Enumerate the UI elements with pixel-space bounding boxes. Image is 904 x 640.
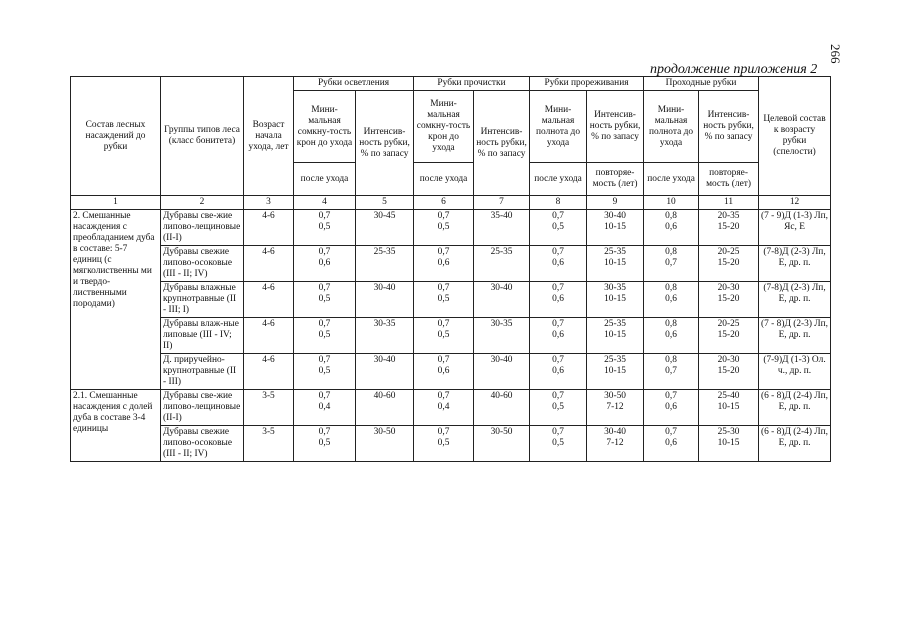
- column-number: 8: [530, 196, 587, 210]
- table-row: [71, 246, 831, 282]
- column-number: 11: [699, 196, 759, 210]
- header-group-prorezhivanie: Рубки прореживания: [530, 77, 644, 91]
- column-number: 7: [474, 196, 530, 210]
- column-number: 12: [759, 196, 831, 210]
- header-target-composition: Целевой состав к возрасту рубки (спелости): [759, 77, 831, 196]
- forest-type-cell: Дубравы све-жие липово-лещиновые (II-I): [161, 390, 244, 426]
- cell-col7: 25-35: [474, 246, 530, 282]
- cell-col11: 25-30 10-15: [699, 426, 759, 462]
- cell-col11: 20-25 15-20: [699, 318, 759, 354]
- header-col7: Интенсив-ность рубки, % по запасу: [474, 91, 530, 196]
- cell-target: (6 - 8)Д (2-4) Лп, Е, др. п.: [759, 390, 831, 426]
- cell-target: (7 - 9)Д (1-3) Лп, Яс, Е: [759, 210, 831, 246]
- header-col10: Мини-мальная полнота до ухода: [644, 91, 699, 163]
- start-age-cell: 4-6: [244, 318, 294, 354]
- cell-col6: 0,7 0,6: [414, 354, 474, 390]
- header-col4: Мини-мальная сомкну-тость крон до ухода: [294, 91, 356, 163]
- cell-col8: 0,7 0,6: [530, 282, 587, 318]
- cell-col4: 0,7 0,5: [294, 426, 356, 462]
- cell-col10: 0,7 0,6: [644, 426, 699, 462]
- cell-col10: 0,8 0,7: [644, 354, 699, 390]
- start-age-cell: 4-6: [244, 246, 294, 282]
- cell-col10: 0,7 0,6: [644, 390, 699, 426]
- page-number: 266: [828, 44, 843, 64]
- column-number: 1: [71, 196, 161, 210]
- header-group-prohodnye: Проходные рубки: [644, 77, 759, 91]
- cell-col5: 40-60: [356, 390, 414, 426]
- cell-col8: 0,7 0,5: [530, 426, 587, 462]
- table-row: [71, 426, 831, 462]
- cell-col10: 0,8 0,6: [644, 318, 699, 354]
- cell-col8: 0,7 0,5: [530, 390, 587, 426]
- cell-col6: 0,7 0,5: [414, 318, 474, 354]
- section-composition: 2.1. Смешанные насаждения с долей дуба в составе 3-4 единицы: [71, 390, 161, 462]
- start-age-cell: 4-6: [244, 210, 294, 246]
- forest-type-cell: Дубравы влажные крупнотравные (II - III; I): [161, 282, 244, 318]
- cell-col7: 30-40: [474, 354, 530, 390]
- start-age-cell: 4-6: [244, 354, 294, 390]
- cell-target: (7-8)Д (2-3) Лп, Е, др. п.: [759, 282, 831, 318]
- cell-col11: 20-25 15-20: [699, 246, 759, 282]
- header-col5: Интенсив-ность рубки, % по запасу: [356, 91, 414, 196]
- cell-col4: 0,7 0,5: [294, 354, 356, 390]
- header-col11-sub: повторяе-мость (лет): [699, 163, 759, 196]
- forest-type-cell: Дубравы свежие липово-осоковые (III - II; IV): [161, 246, 244, 282]
- header-col9-sub: повторяе-мость (лет): [587, 163, 644, 196]
- cell-col8: 0,7 0,5: [530, 210, 587, 246]
- table-row: [71, 390, 831, 426]
- cell-col11: 25-40 10-15: [699, 390, 759, 426]
- cell-col5: 30-45: [356, 210, 414, 246]
- cell-col8: 0,7 0,6: [530, 246, 587, 282]
- column-number: 4: [294, 196, 356, 210]
- cell-target: (7-8)Д (2-3) Лп, Е, др. п.: [759, 246, 831, 282]
- cell-col7: 30-40: [474, 282, 530, 318]
- cell-col9: 25-35 10-15: [587, 318, 644, 354]
- cell-col10: 0,8 0,7: [644, 246, 699, 282]
- cell-col11: 20-30 15-20: [699, 282, 759, 318]
- cell-col5: 30-35: [356, 318, 414, 354]
- header-start-age: Возраст начала ухода, лет: [244, 77, 294, 196]
- cell-col4: 0,7 0,5: [294, 210, 356, 246]
- cell-col5: 30-40: [356, 282, 414, 318]
- cell-col6: 0,7 0,6: [414, 246, 474, 282]
- forest-type-cell: Дубравы влаж-ные липовые (III - IV; II): [161, 318, 244, 354]
- header-forest-type: Группы типов леса (класс бонитета): [161, 77, 244, 196]
- cell-col7: 30-35: [474, 318, 530, 354]
- column-number: 6: [414, 196, 474, 210]
- column-number: 3: [244, 196, 294, 210]
- column-number: 10: [644, 196, 699, 210]
- cell-col5: 25-35: [356, 246, 414, 282]
- cell-col6: 0,7 0,5: [414, 210, 474, 246]
- forest-care-table: [70, 76, 831, 462]
- column-number-row: [71, 196, 831, 210]
- header-composition: Состав лесных насаждений до рубки: [71, 77, 161, 196]
- cell-col4: 0,7 0,5: [294, 282, 356, 318]
- cell-col4: 0,7 0,5: [294, 318, 356, 354]
- continuation-title: продолжение приложения 2: [650, 62, 818, 77]
- forest-type-cell: Дубравы свежие липово-осоковые (III - II; IV): [161, 426, 244, 462]
- table-row: [71, 318, 831, 354]
- header-col11: Интенсив-ность рубки, % по запасу: [699, 91, 759, 163]
- header-col10-sub: после ухода: [644, 163, 699, 196]
- header-col8: Мини-мальная полнота до ухода: [530, 91, 587, 163]
- header-col9: Интенсив-ность рубки, % по запасу: [587, 91, 644, 163]
- cell-col11: 20-30 15-20: [699, 354, 759, 390]
- header-col6: Мини-мальная сомкну-тость крон до ухода: [414, 91, 474, 163]
- start-age-cell: 3-5: [244, 426, 294, 462]
- section-composition: 2. Смешанные насаждения с преобладанием дуба в составе: 5-7 единиц (с мягколиственны ми и твердо-лиственными породами): [71, 210, 161, 390]
- header-group-prochistka: Рубки прочистки: [414, 77, 530, 91]
- cell-target: (7-9)Д (1-3) Ол. ч., др. п.: [759, 354, 831, 390]
- cell-col6: 0,7 0,4: [414, 390, 474, 426]
- cell-col5: 30-40: [356, 354, 414, 390]
- cell-target: (6 - 8)Д (2-4) Лп, Е, др. п.: [759, 426, 831, 462]
- column-number: 2: [161, 196, 244, 210]
- column-number: 9: [587, 196, 644, 210]
- cell-target: (7 - 8)Д (2-3) Лп, Е, др. п.: [759, 318, 831, 354]
- start-age-cell: 3-5: [244, 390, 294, 426]
- cell-col9: 25-35 10-15: [587, 246, 644, 282]
- cell-col11: 20-35 15-20: [699, 210, 759, 246]
- cell-col10: 0,8 0,6: [644, 282, 699, 318]
- header-col4-sub: после ухода: [294, 163, 356, 196]
- forest-type-cell: Дубравы све-жие липово-лещиновые (II-I): [161, 210, 244, 246]
- cell-col9: 30-35 10-15: [587, 282, 644, 318]
- cell-col4: 0,7 0,6: [294, 246, 356, 282]
- cell-col8: 0,7 0,6: [530, 354, 587, 390]
- table-row: [71, 354, 831, 390]
- header-group-osvetlenie: Рубки осветления: [294, 77, 414, 91]
- cell-col9: 25-35 10-15: [587, 354, 644, 390]
- header-col6-sub: после ухода: [414, 163, 474, 196]
- table-row: [71, 210, 831, 246]
- cell-col7: 40-60: [474, 390, 530, 426]
- cell-col7: 35-40: [474, 210, 530, 246]
- cell-col6: 0,7 0,5: [414, 426, 474, 462]
- header-col8-sub: после ухода: [530, 163, 587, 196]
- cell-col10: 0,8 0,6: [644, 210, 699, 246]
- column-number: 5: [356, 196, 414, 210]
- cell-col9: 30-40 10-15: [587, 210, 644, 246]
- forest-type-cell: Д. приручейно-крупнотравные (II - III): [161, 354, 244, 390]
- table-row: [71, 282, 831, 318]
- cell-col5: 30-50: [356, 426, 414, 462]
- cell-col8: 0,7 0,6: [530, 318, 587, 354]
- cell-col9: 30-50 7-12: [587, 390, 644, 426]
- cell-col9: 30-40 7-12: [587, 426, 644, 462]
- cell-col6: 0,7 0,5: [414, 282, 474, 318]
- start-age-cell: 4-6: [244, 282, 294, 318]
- cell-col7: 30-50: [474, 426, 530, 462]
- cell-col4: 0,7 0,4: [294, 390, 356, 426]
